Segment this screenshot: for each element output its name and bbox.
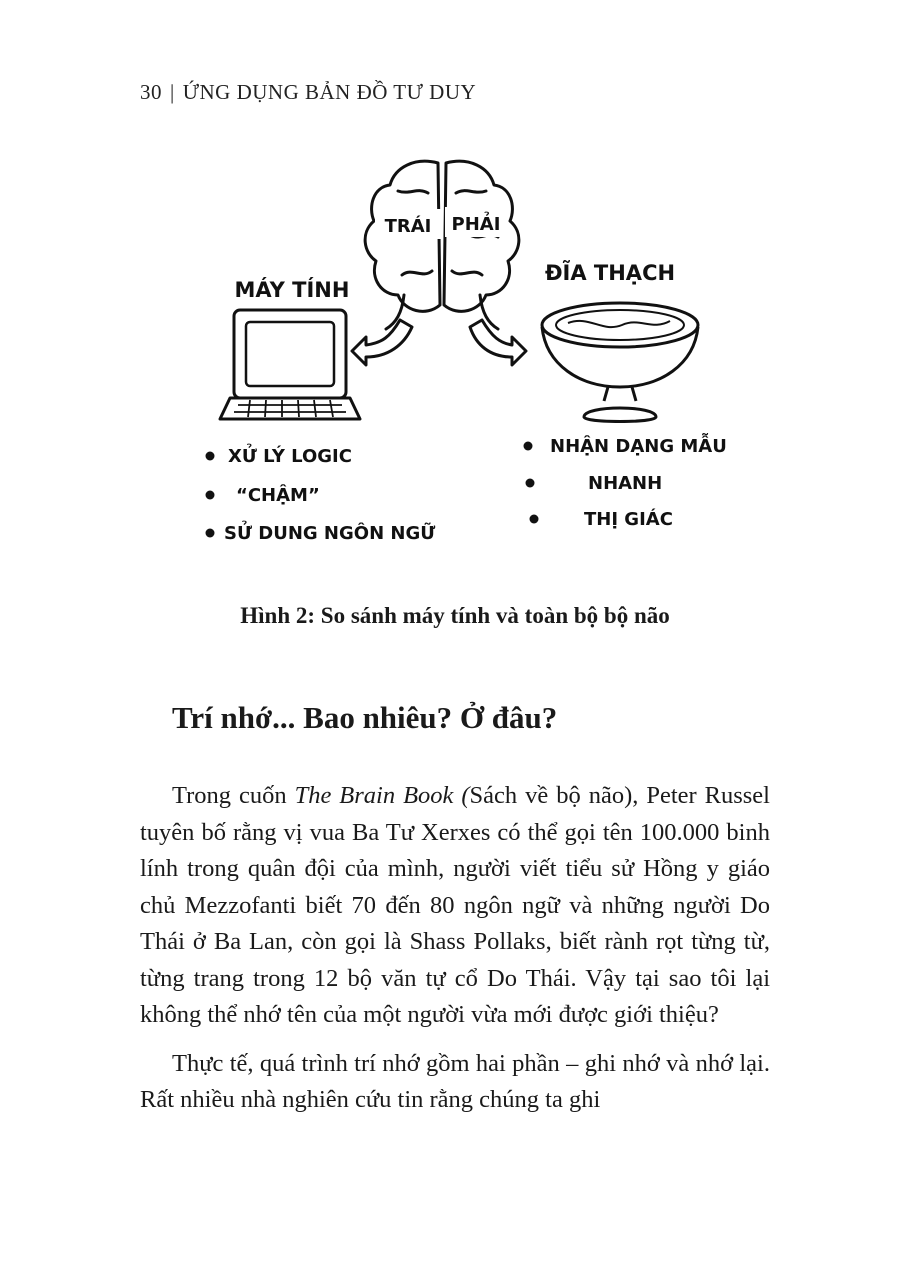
bullet-dot (206, 529, 215, 538)
figure-illustration (190, 155, 730, 555)
paragraph: Thực tế, quá trình trí nhớ gồm hai phần – ghi nhớ và nhớ lại. Rất nhiều nhà nghiên cứu tin rằng chúng ta ghi (140, 1049, 770, 1113)
dish-bullet: NHẬN DẠNG MẪU (550, 436, 727, 457)
petri-dish-icon (542, 303, 698, 422)
running-head (140, 80, 476, 105)
page-number: 30 (140, 80, 162, 104)
bullet-dot (206, 491, 215, 500)
bullet-dot (206, 452, 215, 461)
dish-title: ĐĨA THẠCH (544, 261, 676, 285)
header-separator: | (170, 80, 175, 104)
book-title-italic: The Brain Book ( (294, 782, 470, 809)
computer-bullet: XỬ LÝ LOGIC (228, 446, 352, 467)
arrow-right-icon (470, 320, 526, 365)
book-title: ỨNG DỤNG BẢN ĐỒ TƯ DUY (182, 80, 477, 104)
brain-right-label: PHẢI (451, 214, 501, 235)
figure-caption: Hình 2: So sánh máy tính và toàn bộ bộ não (240, 603, 670, 628)
computer-bullet: SỬ DUNG NGÔN NGỮ (224, 523, 436, 544)
dish-bullet: THỊ GIÁC (584, 509, 673, 530)
arrow-left-icon (352, 320, 412, 365)
figure-2 (190, 155, 730, 555)
dish-bullet: NHANH (588, 473, 663, 494)
section-title: Trí nhớ... Bao nhiêu? Ở đâu? (172, 700, 558, 735)
computer-icon (220, 310, 360, 419)
paragraph-text: Trong cuốn (172, 782, 295, 809)
brain-illustration (365, 161, 519, 329)
bullet-dot (526, 479, 535, 488)
brain-left-label: TRÁI (384, 216, 432, 237)
paragraph (140, 778, 770, 1034)
body-text (140, 778, 770, 1131)
computer-title: MÁY TÍNH (234, 278, 350, 302)
computer-bullet: “CHẬM” (236, 485, 320, 506)
bullet-dot (524, 442, 533, 451)
bullet-dot (530, 515, 539, 524)
paragraph-text: Sách về bộ não), Peter Russel tuyên bố rằng vị vua Ba Tư Xerxes có thể gọi tên 100.000 binh lính trong quân đội của mình, người viết tiểu sử Hồng y giáo chủ Mezzofanti biết 70 đến 80 ngôn ngữ và những người Do Thái ở Ba Lan, còn gọi là Shass Pollaks, biết rành rọt từng từ, từng trang trong 12 bộ văn tự cổ Do Thái. Vậy tại sao tôi lại không thể nhớ tên của một người vừa mới được giới thiệu? (140, 782, 770, 1028)
